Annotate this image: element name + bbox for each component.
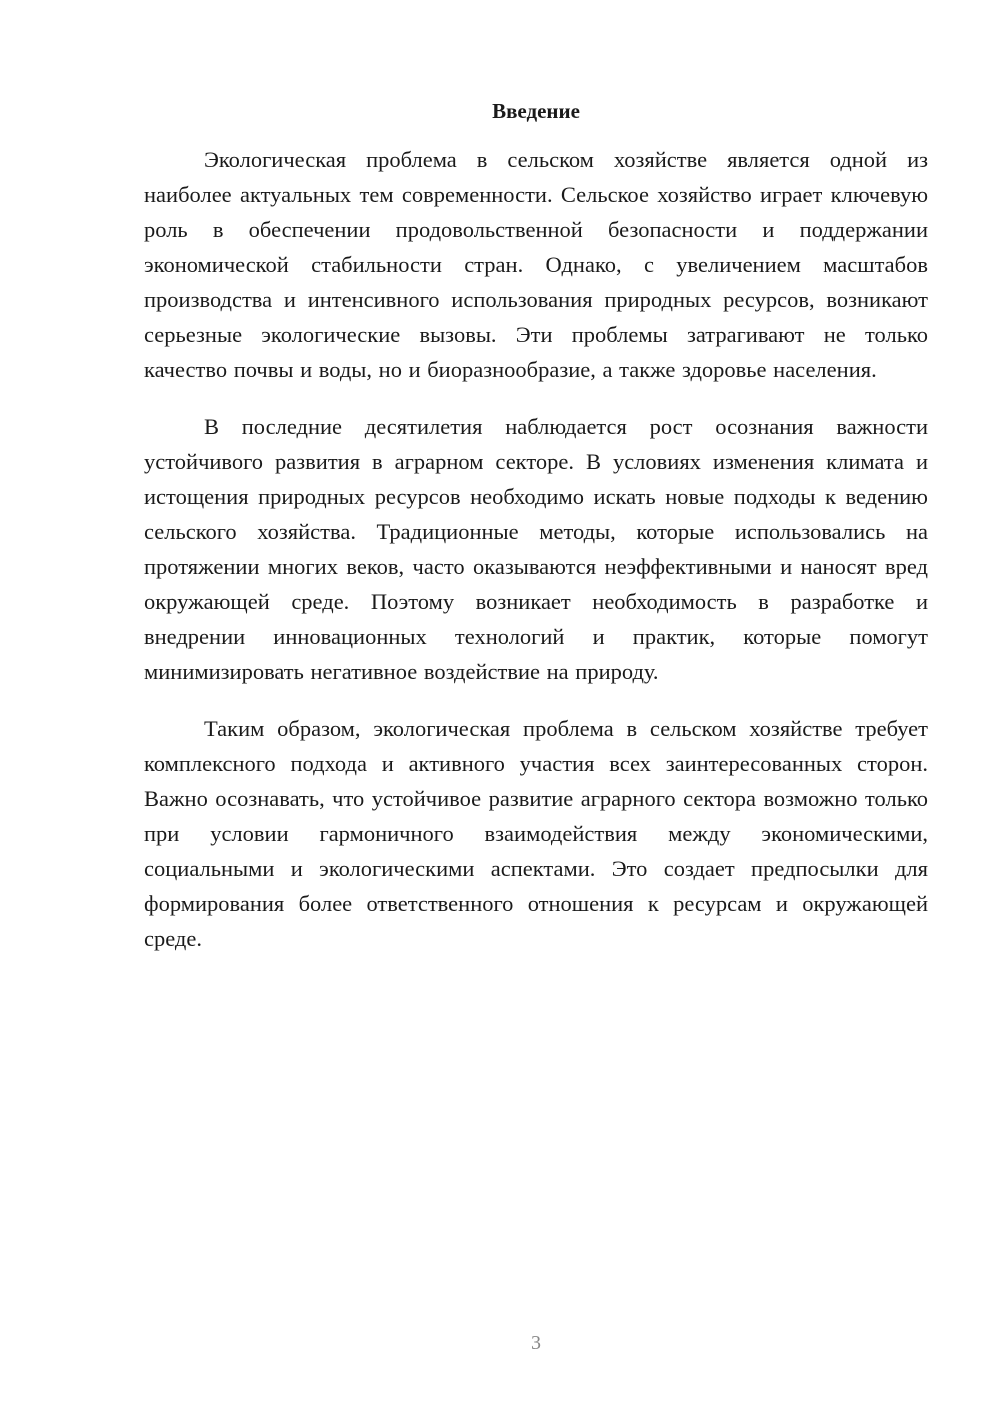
paragraph-1: Экологическая проблема в сельском хозяйстве является одной из наиболее актуальных тем современности. Сельское хозяйство играет ключевую роль в обеспечении продовольственной безопасности и поддержании экономической стабильности стран. Однако, с увеличением масштабов производства и интенсивного использования природных ресурсов, возникают серьезные экологические вызовы. Эти проблемы затрагивают не только качество почвы и воды, но и биоразнообразие, а также здоровье населения. [144, 147, 928, 382]
paragraph-3: Таким образом, экологическая проблема в сельском хозяйстве требует комплексного подхода и активного участия всех заинтересованных сторон. Важно осознавать, что устойчивое развитие аграрного сектора возможно только при условии гармоничного взаимодействия между экономическими, социальными и экологическими аспектами. Это создает предпосылки для формирования более ответственного отношения к ресурсам и окружающей среде. [144, 716, 928, 951]
page-number: 3 [531, 1332, 541, 1354]
section-title: Введение [492, 99, 580, 123]
paragraph-2: В последние десятилетия наблюдается рост осознания важности устойчивого развития в аграрном секторе. В условиях изменения климата и истощения природных ресурсов необходимо искать новые подходы к ведению сельского хозяйства. Традиционные методы, которые использовались на протяжении многих веков, часто оказываются неэффективными и наносят вред окружающей среде. Поэтому возникает необходимость в разработке и внедрении инновационных технологий и практик, которые помогут минимизировать негативное воздействие на природу. [144, 414, 928, 684]
body-text [144, 142, 928, 956]
